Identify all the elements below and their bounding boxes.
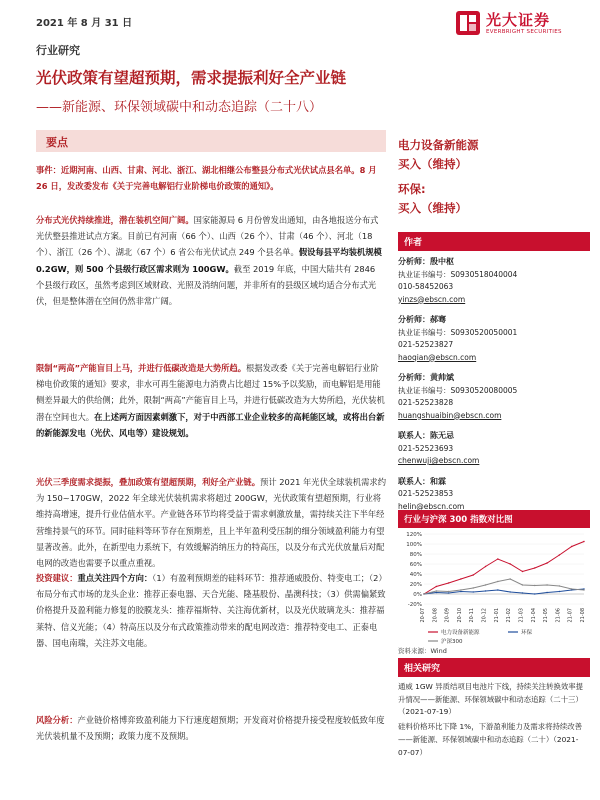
related-item[interactable]: 硅料价格环比下降 1%，下游盈利能力及需求将持续改善——新能源、环保领域碳中和动态追踪（二十）（2021-07-07） bbox=[398, 722, 583, 757]
summary-distributed-pv bbox=[36, 212, 386, 309]
related-list bbox=[398, 681, 590, 759]
p2-text: 国家能源局 6 月份曾发出通知，由各地报送分布式光伏整县推进试点方案。目前已有河南（66 个）、山西（26 个）、甘肃（46 个）、河北（18 个）、浙江（26 个）、湖北（67 个）6 省公布光伏试点 249 个县名单。 bbox=[36, 215, 379, 258]
data-point bbox=[571, 588, 572, 589]
chart-heading: 行业与沪深 300 指数对比图 bbox=[398, 510, 590, 528]
rating1-label: 电力设备新能源 bbox=[398, 138, 479, 152]
data-point bbox=[473, 574, 474, 575]
data-point bbox=[436, 590, 437, 591]
data-point bbox=[497, 581, 498, 582]
chart-section bbox=[398, 510, 590, 655]
x-tick-label: 20-09 bbox=[444, 608, 451, 623]
data-point bbox=[509, 563, 510, 564]
p3-bold: 在上述两方面因素刺激下，对于中西部工业企业较多的高耗能区域，或将出台新的新能源发电（光伏、风电等）建设规划。 bbox=[36, 411, 385, 438]
analyst-card bbox=[398, 476, 590, 514]
data-point bbox=[559, 591, 560, 592]
p6-lead: 风险分析： bbox=[36, 715, 78, 725]
x-tick-label: 21-07 bbox=[567, 608, 574, 623]
x-tick-label: 20-07 bbox=[420, 608, 426, 623]
legend-label: 环保 bbox=[521, 630, 533, 636]
data-point bbox=[448, 582, 449, 583]
p3-text: 根据发改委《关于完善电解铝行业阶梯电价政策的通知》要求，非水可再生能源电力消费占比超过 15%予以奖励，而电解铝是用能侧差异最大的供给侧；此外，限制“两高”产能盲目上马，并进行低碳改造为大势所趋，光伏装机潜在空间也大。 bbox=[36, 363, 385, 422]
p6-text: 产业链价格博弈致盈利能力下行速度超预期；开发商对价格提升接受程度较低致年度光伏装机量不及预期；政策力度不及预期。 bbox=[36, 715, 385, 742]
p3-lead: 限制“两高”产能盲目上马，并进行低碳改造是大势所趋。 bbox=[36, 363, 247, 373]
data-point bbox=[583, 589, 584, 590]
data-point bbox=[460, 578, 461, 579]
rating2-value: 买入（维持） bbox=[398, 201, 467, 215]
x-tick-label: 21-03 bbox=[518, 608, 525, 623]
p5-bold: 重点关注四个方向： bbox=[77, 573, 153, 583]
brand-logo bbox=[456, 6, 590, 40]
rating1-value: 买入（维持） bbox=[398, 157, 467, 171]
p2-lead: 分布式光伏持续推进，潜在装机空间广阔。 bbox=[36, 215, 194, 225]
analyst-card bbox=[398, 256, 590, 306]
data-point bbox=[522, 571, 523, 572]
data-point bbox=[534, 567, 535, 568]
y-tick-label: -20% bbox=[407, 602, 422, 608]
brand-name-cn: 光大证券 bbox=[486, 10, 551, 29]
x-tick-label: 21-02 bbox=[506, 608, 513, 623]
x-tick-label: 20-08 bbox=[432, 608, 439, 623]
everbright-logo-icon bbox=[456, 11, 480, 35]
legend-label: 沪深300 bbox=[441, 639, 463, 645]
data-point bbox=[534, 585, 535, 586]
analyst-email[interactable]: huangshuaibin@ebscn.com bbox=[398, 410, 502, 420]
data-point bbox=[534, 593, 535, 594]
brand-name-en: EVERBRIGHT SECURITIES bbox=[486, 28, 562, 35]
analyst-email[interactable]: helin@ebscn.com bbox=[398, 501, 465, 511]
data-point bbox=[546, 592, 547, 593]
analyst-name: 分析师：郝骞 bbox=[398, 315, 446, 324]
y-tick-label: 120% bbox=[406, 532, 422, 538]
index-comparison-chart bbox=[398, 528, 590, 646]
p2-bold: 假设每县平均装机规模 0.2GW，则 500 个县级行政区需求则为 100GW。 bbox=[36, 247, 382, 274]
summary-risk bbox=[36, 712, 386, 744]
data-point bbox=[546, 562, 547, 563]
data-point bbox=[473, 587, 474, 588]
x-tick-label: 21-04 bbox=[530, 608, 537, 623]
rating-block bbox=[398, 136, 588, 218]
data-point bbox=[583, 541, 584, 542]
report-date: 2021 年 8 月 31 日 bbox=[36, 18, 133, 29]
data-point bbox=[559, 554, 560, 555]
x-tick-label: 21-06 bbox=[555, 608, 562, 623]
rating2-label: 环保: bbox=[398, 182, 426, 196]
analyst-cert: 执业证书编号：S0930520080005 bbox=[398, 385, 518, 395]
y-tick-label: 60% bbox=[409, 562, 422, 568]
data-point bbox=[485, 566, 486, 567]
y-tick-label: 20% bbox=[409, 582, 422, 588]
analyst-name: 分析师：殷中枢 bbox=[398, 257, 454, 266]
x-tick-label: 20-12 bbox=[481, 608, 488, 623]
analyst-cert: 执业证书编号：S0930518040004 bbox=[398, 269, 518, 279]
authors-section bbox=[398, 232, 590, 521]
analyst-name: 联系人：和霖 bbox=[398, 476, 446, 486]
analyst-phone: 021-52523693 bbox=[398, 443, 454, 453]
data-point bbox=[571, 546, 572, 547]
p4-lead: 光伏三季度需求提振，叠加政策有望超预期，利好全产业链。 bbox=[36, 477, 261, 487]
summary-heading: 要点 bbox=[46, 136, 68, 149]
data-point bbox=[423, 593, 424, 594]
p2-tail: 截至 2019 年底，中国大陆共有 2846 个县级行政区，虽然考虑到区域财政、光照及消纳问题，并非所有的县级区域均适合分布式光伏，但是整体潜在空间仍然非常广阔。 bbox=[36, 263, 377, 307]
analyst-card bbox=[398, 430, 590, 468]
analyst-phone: 021-52523828 bbox=[398, 398, 454, 407]
analyst-email[interactable]: haoqian@ebscn.com bbox=[398, 352, 477, 362]
data-point bbox=[522, 592, 523, 593]
data-point bbox=[460, 591, 461, 592]
report-subtitle: ——新能源、环保领域碳中和动态追踪（二十八） bbox=[36, 100, 323, 115]
data-point bbox=[485, 590, 486, 591]
report-category: 行业研究 bbox=[36, 44, 80, 57]
data-point bbox=[448, 591, 449, 592]
data-point bbox=[497, 558, 498, 559]
y-tick-label: 40% bbox=[409, 572, 422, 578]
x-tick-label: 21-01 bbox=[493, 608, 500, 623]
summary-two-high bbox=[36, 360, 386, 441]
y-tick-label: 100% bbox=[406, 542, 422, 548]
data-point bbox=[436, 586, 437, 587]
data-point bbox=[546, 584, 547, 585]
related-research-section bbox=[398, 658, 590, 759]
analyst-phone: 021-52523827 bbox=[398, 340, 454, 349]
authors-heading: 作者 bbox=[398, 232, 590, 251]
data-point bbox=[448, 592, 449, 593]
related-item[interactable]: 通威 1GW 异质结项目电池片下线，持续关注转换效率提升情况——新能源、环保领域碳中和动态追踪（二十三）（2021-07-19） bbox=[398, 682, 584, 717]
data-point bbox=[522, 584, 523, 585]
analyst-email[interactable]: yinzs@ebscn.com bbox=[398, 294, 466, 304]
analyst-cert: 执业证书编号：S0930520050001 bbox=[398, 327, 518, 337]
p5-text: （1）有盈利预期差的硅料环节：推荐通威股份、特变电工；（2）布局分布式市场的龙头企业：推荐正泰电器、天合光能、隆基股份、晶澳科技；（3）供需偏紧致价格提升及盈利能力修复的胶膜龙头：推荐福斯特、关注海优新材，以及光伏玻璃龙头：推荐福莱特、信义光能；（4）特高压以及分布式政策推动带来的配电网改造：推荐特变电工、正泰电器、国电南瑞，关注苏文电能。 bbox=[36, 573, 386, 648]
x-tick-label: 20-10 bbox=[456, 608, 463, 623]
data-point bbox=[509, 591, 510, 592]
x-tick-label: 21-05 bbox=[543, 608, 550, 623]
data-point bbox=[497, 589, 498, 590]
x-tick-label: 20-11 bbox=[469, 608, 476, 623]
related-heading: 相关研究 bbox=[398, 658, 590, 677]
legend-label: 电力设备新能源 bbox=[441, 630, 480, 636]
summary-investment-advice bbox=[36, 570, 386, 651]
analyst-phone: 021-52523853 bbox=[398, 489, 454, 498]
analyst-email[interactable]: chenwuji@ebscn.com bbox=[398, 456, 480, 465]
data-point bbox=[436, 592, 437, 593]
data-point bbox=[509, 578, 510, 579]
data-point bbox=[473, 591, 474, 592]
chart-source: 资料来源：Wind bbox=[398, 647, 447, 655]
p4-text: 预计 2021 年光伏全球装机需求约为 150~170GW，2022 年全球光伏装机需求将超过 200GW，光伏政策有望超预期，行业将维持高增速，提升行业估值水平。产业链各环节均将受益于需求刺激放量，需持续关注下半年经营维持景气的环节。同时硅料等环节存在预期差，且上半年盈利受压制的细分领域盈利能力有望显著改善。此外，在新型电力系统下，有效缓解消纳压力的特高压，以及分布式光伏放量后对配电网的改造也需要予以重点重视。 bbox=[36, 477, 386, 569]
data-point bbox=[559, 585, 560, 586]
summary-event bbox=[36, 162, 386, 194]
summary-heading-bar bbox=[36, 130, 386, 152]
x-tick-label: 21-08 bbox=[580, 608, 586, 623]
analyst-name: 联系人：陈无忌 bbox=[398, 431, 454, 440]
analyst-card bbox=[398, 372, 590, 422]
summary-q3-demand bbox=[36, 474, 386, 571]
p5-lead: 投资建议： bbox=[36, 573, 78, 583]
data-point bbox=[460, 589, 461, 590]
event-lead: 事件：近期河南、山西、甘肃、河北、浙江、湖北相继公布整县分布式光伏试点县名单。8 月 26 日，发改委发布《关于完善电解铝行业阶梯电价政策的通知》。 bbox=[36, 165, 377, 192]
report-title: 光伏政策有望超预期，需求提振利好全产业链 bbox=[36, 69, 347, 87]
y-tick-label: 0% bbox=[413, 592, 422, 598]
analyst-card bbox=[398, 314, 590, 364]
analyst-phone: 010-58452063 bbox=[398, 282, 454, 291]
data-point bbox=[485, 584, 486, 585]
analyst-name: 分析师：黄帅斌 bbox=[398, 373, 454, 382]
y-tick-label: 80% bbox=[409, 552, 422, 558]
